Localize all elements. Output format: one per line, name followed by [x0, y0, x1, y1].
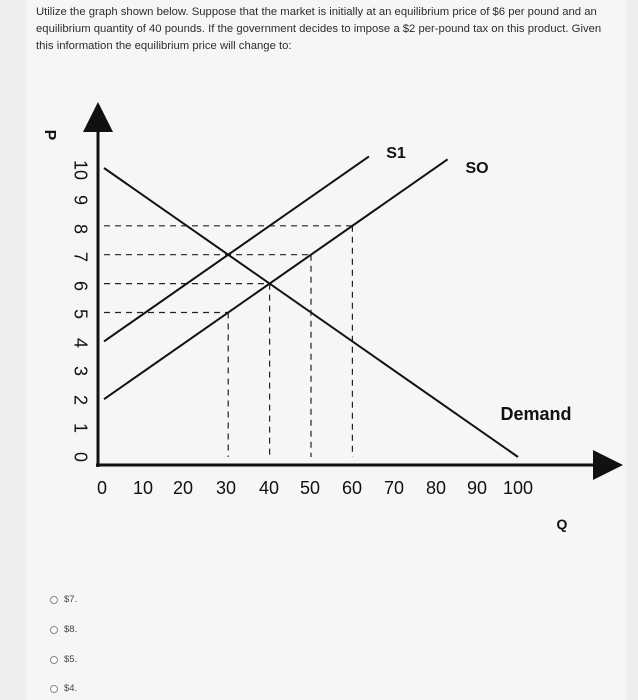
y-tick-label: 7: [70, 251, 91, 263]
radio-icon[interactable]: [50, 656, 58, 664]
y-tick-label: 1: [70, 422, 91, 434]
option-4[interactable]: [50, 683, 77, 694]
x-tick-label: 70: [383, 478, 405, 498]
x-tick-label: 90: [466, 478, 488, 498]
y-tick-label: 8: [70, 223, 91, 235]
supply-demand-graph: [0, 95, 638, 535]
y-tick-label: 10: [70, 159, 91, 181]
x-tick-label: 10: [132, 478, 154, 498]
option-label: $7.: [64, 594, 78, 605]
x-tick-label: 80: [425, 478, 447, 498]
y-tick-label: 3: [70, 365, 91, 377]
option-2[interactable]: [50, 624, 77, 635]
x-tick-label: 30: [215, 478, 237, 498]
graph-svg: [0, 95, 638, 535]
radio-icon[interactable]: [50, 626, 58, 634]
x-tick-label: 20: [172, 478, 194, 498]
supply-s1-curve: [104, 156, 369, 341]
y-tick-label: 5: [70, 308, 91, 320]
x-tick-label: 50: [299, 478, 321, 498]
demand-label: Demand: [500, 404, 572, 424]
option-label: $5.: [64, 654, 78, 665]
radio-icon[interactable]: [50, 596, 58, 604]
option-1[interactable]: [50, 594, 77, 605]
radio-icon[interactable]: [50, 685, 58, 693]
y-tick-label: 9: [70, 194, 91, 206]
s0-label: SO: [465, 160, 489, 177]
question-text: Utilize the graph shown below. Suppose that the market is initially at an equilibrium price of $6 per pound and an equilibrium quantity of 40 pounds. If the government decides to impose a $2 per-pound tax on this product. Given this information the equilibrium price will change to:: [36, 6, 602, 52]
x-tick-label: 60: [341, 478, 363, 498]
x-tick-label: 40: [258, 478, 280, 498]
option-label: $4.: [64, 683, 78, 694]
x-axis-label: Q: [556, 516, 568, 532]
y-tick-label: 6: [70, 280, 91, 292]
y-axis-label: P: [40, 129, 58, 141]
option-label: $8.: [64, 624, 78, 635]
s1-label: S1: [386, 145, 406, 162]
supply-s0-curve: [104, 159, 448, 399]
y-tick-label: 2: [70, 394, 91, 406]
x-tick-label: 100: [502, 478, 534, 498]
x-tick-label: 0: [96, 478, 108, 498]
option-3[interactable]: [50, 654, 77, 665]
y-tick-label: 4: [70, 337, 91, 349]
y-tick-label: 0: [70, 451, 91, 463]
